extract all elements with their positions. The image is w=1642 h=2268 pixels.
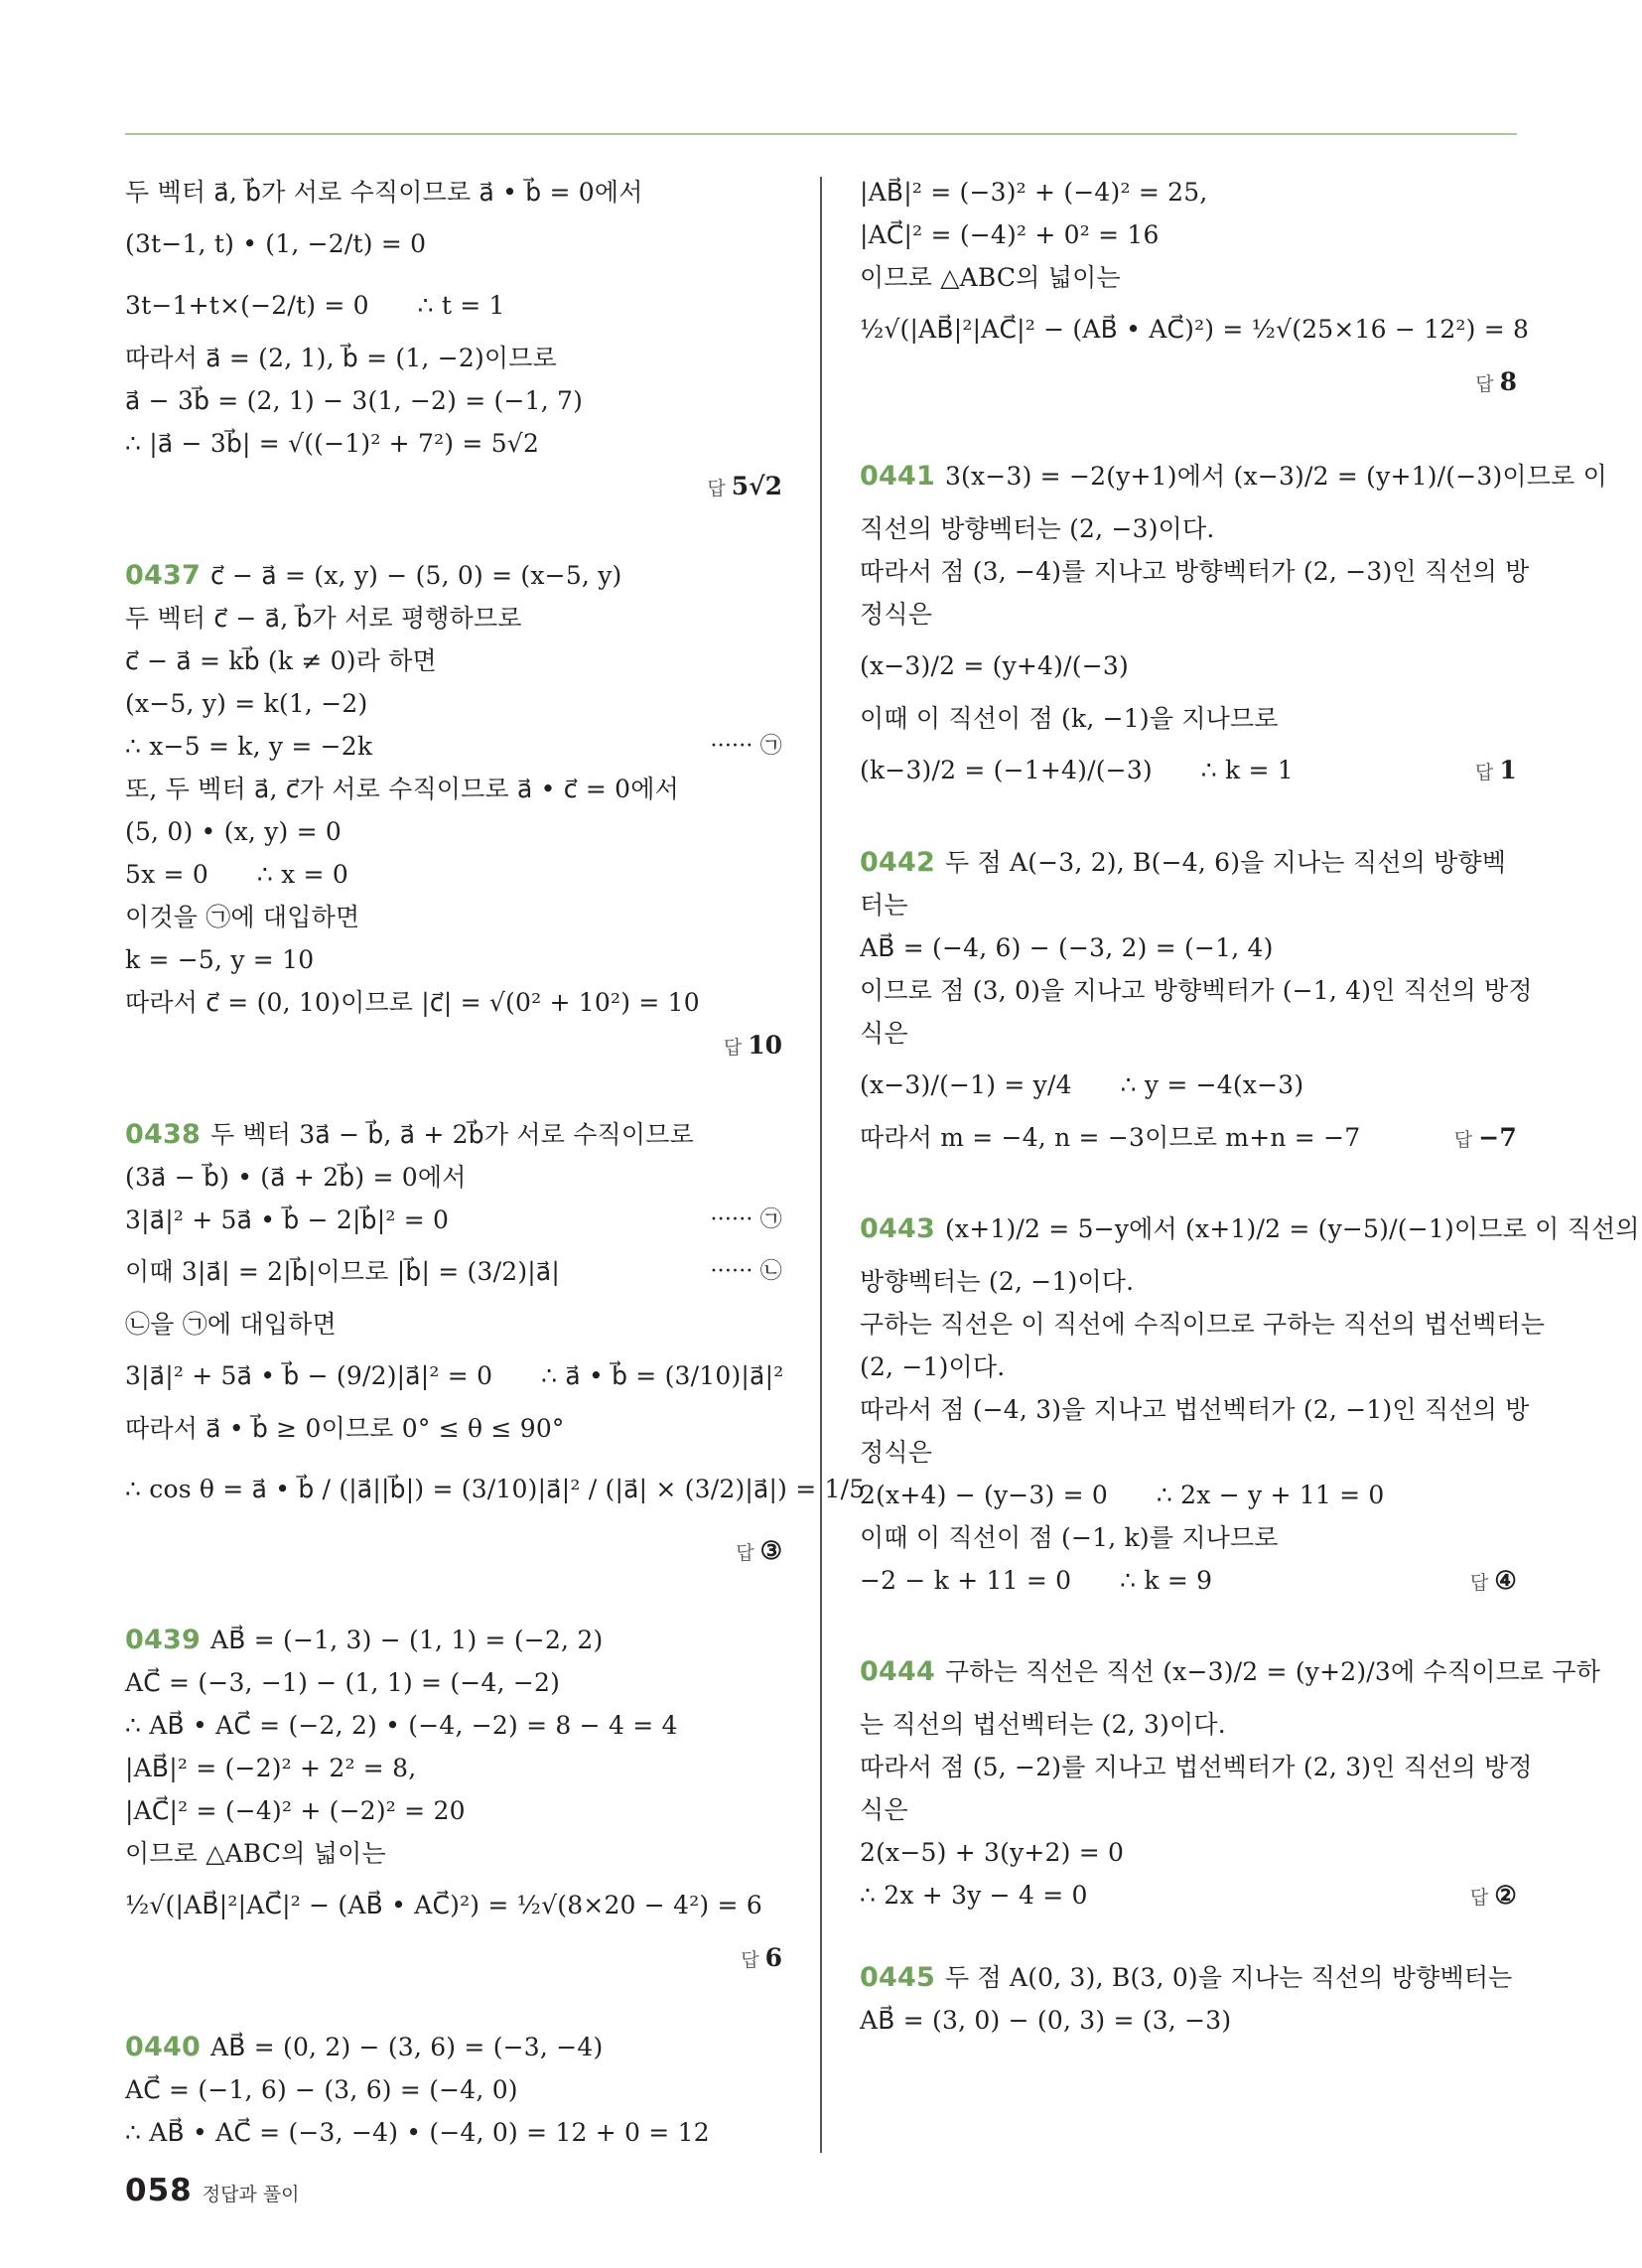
solution-line [125,379,782,422]
solution-text: 구하는 직선은 이 직선에 수직이므로 구하는 직선의 법선벡터는 [860,1310,1546,1339]
solution-line [125,1241,782,1303]
solution-line [860,969,1533,1012]
answer [1475,740,1517,803]
answer-value: −7 [1478,1123,1517,1152]
answer-value: 1 [1499,756,1517,784]
page-footer [125,2173,300,2208]
solution-text: 3|a⃗|² + 5a⃗ • b⃗ − (9/2)|a⃗|² = 0 ∴ a⃗ • b⃗ = (3/10)|a⃗|² [125,1361,784,1390]
solution-line [125,1346,782,1407]
solution-text: 따라서 c⃗ = (0, 10)이므로 |c⃗| = √(0² + 10²) = 10 [125,988,700,1017]
solution-text: (k−3)/2 = (−1+4)/(−3) ∴ k = 1 [860,756,1294,784]
solution-line [860,1260,1517,1303]
solution-text: 두 벡터 c⃗ − a⃗, b⃗가 서로 평행하므로 [125,604,522,633]
problem-0441 [860,446,1607,801]
answer [125,1529,782,1575]
solution-text: 터는 [860,891,908,920]
solution-text: 이때 이 직선이 점 (−1, k)를 지나므로 [860,1523,1279,1552]
solution-line [860,1199,1640,1260]
solution-line [860,697,1517,740]
solution-text: 두 벡터 a⃗, b⃗가 서로 수직이므로 a⃗ • b⃗ = 0에서 [125,178,643,207]
solution-text: 이때 이 직선이 점 (k, −1)을 지나므로 [860,704,1279,733]
solution-line [125,725,782,768]
solution-text: 방향벡터는 (2, −1)이다. [860,1267,1135,1296]
solution-text: (3t−1, t) • (1, −2/t) = 0 [125,229,427,258]
solution-line [860,1303,1546,1346]
solution-text: AB⃗ = (0, 2) − (3, 6) = (−3, −4) [209,2033,604,2061]
solution-line [125,1832,782,1875]
right-column [860,171,1640,2042]
solution-line [860,1346,1517,1388]
answer [1454,1116,1517,1162]
solution-text: (x+1)/2 = 5−y에서 (x+1)/2 = (y−5)/(−1)이므로 이 직선의 [944,1214,1640,1243]
solution-line [125,1407,782,1450]
solution-line [860,1641,1601,1703]
solution-text: 또, 두 벡터 a⃗, c⃗가 서로 수직이므로 a⃗ • c⃗ = 0에서 [125,775,679,803]
page-footer-title: 정답과 풀이 [202,2184,300,2205]
answer [125,1024,782,1069]
equation-marker: ······ ㉠ [710,734,782,759]
solution-text: 따라서 a⃗ = (2, 1), b⃗ = (1, −2)이므로 [125,344,557,372]
solution-line [125,1619,782,1661]
solution-line [860,1746,1533,1788]
solution-text: AB⃗ = (3, 0) − (0, 3) = (3, −3) [860,2006,1232,2035]
solution-line [860,507,1517,550]
problem-number: 0445 [860,1962,935,1993]
solution-line [125,1450,866,1529]
solution-line [860,1999,1517,2042]
solution-line [860,1055,1517,1116]
answer-value: ③ [759,1536,782,1565]
solution-text: 따라서 점 (5, −2)를 지나고 법선벡터가 (2, 3)인 직선의 방정 [860,1753,1533,1781]
solution-text: (x−5, y) = k(1, −2) [125,689,368,718]
answer [125,1936,782,1982]
answer-label: 답 [736,1542,754,1564]
problem-continued [860,171,1530,406]
solution-line [125,1199,782,1241]
solution-text: ∴ AB⃗ • AC⃗ = (−3, −4) • (−4, 0) = 12 + 0 = 12 [125,2118,710,2147]
column-divider [820,177,822,2153]
solution-line [860,1012,1517,1055]
solution-line [860,1788,1517,1831]
solution-line [860,1474,1517,1516]
solution-text: |AB⃗|² = (−3)² + (−4)² = 25, [860,178,1208,207]
solution-line [860,1516,1517,1559]
solution-line [125,2068,782,2111]
answer-value: 5√2 [731,472,782,500]
problem-number: 0443 [860,1213,935,1244]
solution-line [125,682,782,725]
answer-label: 답 [1474,762,1494,783]
solution-line [125,171,782,213]
solution-text: c⃗ − a⃗ = kb⃗ (k ≠ 0)라 하면 [125,646,437,675]
solution-text: (2, −1)이다. [860,1352,1006,1381]
solution-text: c⃗ − a⃗ = (x, y) − (5, 0) = (x−5, y) [209,561,622,590]
solution-line [860,884,1517,926]
solution-text: |AC⃗|² = (−4)² + (−2)² = 20 [125,1796,466,1825]
problem-0438 [125,1113,866,1575]
solution-line [860,1559,1517,1602]
solution-line [860,926,1517,969]
solution-line [860,213,1517,256]
solution-text: (5, 0) • (x, y) = 0 [125,817,342,846]
solution-line [125,639,782,682]
answer-label: 답 [723,1037,743,1059]
solution-line [125,853,782,896]
solution-text: 2(x+4) − (y−3) = 0 ∴ 2x − y + 11 = 0 [860,1481,1385,1509]
top-rule [125,133,1517,135]
solution-line [125,981,782,1024]
solution-text: 두 벡터 3a⃗ − b⃗, a⃗ + 2b⃗가 서로 수직이므로 [209,1120,694,1149]
solution-line [860,446,1607,507]
solution-line [125,422,782,465]
solution-line [125,896,782,938]
problem-0439 [125,1619,782,1982]
problem-number: 0439 [125,1625,201,1655]
answer [1470,1559,1517,1605]
solution-line [125,768,782,810]
answer [125,465,782,510]
solution-text: |AC⃗|² = (−4)² + 0² = 16 [860,220,1160,249]
solution-text: 이므로 점 (3, 0)을 지나고 방향벡터가 (−1, 4)인 직선의 방정 [860,976,1533,1005]
solution-text: (x−3)/2 = (y+4)/(−3) [860,651,1129,680]
answer-value: ④ [1494,1566,1517,1595]
answer [1470,1874,1517,1919]
solution-line [125,1303,782,1346]
solution-line [125,554,782,597]
solution-text: 이므로 △ABC의 넓이는 [860,263,1121,292]
solution-line [125,810,782,853]
solution-line [860,841,1517,884]
solution-text: 3(x−3) = −2(y+1)에서 (x−3)/2 = (y+1)/(−3)이므로 이 [944,462,1607,491]
solution-line [125,1789,782,1832]
solution-text: 두 점 A(−3, 2), B(−4, 6)을 지나는 직선의 방향벡 [944,848,1507,877]
problem-number: 0444 [860,1656,935,1687]
solution-line [125,1661,782,1704]
answer-label: 답 [1469,1572,1489,1594]
problem-number: 0437 [125,560,201,591]
solution-text: 이때 3|a⃗| = 2|b⃗|이므로 |b⃗| = (3/2)|a⃗| [125,1257,561,1286]
solution-text: |AB⃗|² = (−2)² + 2² = 8, [125,1754,417,1782]
solution-text: 따라서 a⃗ • b⃗ ≥ 0이므로 0° ≤ θ ≤ 90° [125,1414,565,1443]
solution-line [125,1747,782,1789]
left-column [125,171,866,2154]
solution-text: AB⃗ = (−4, 6) − (−3, 2) = (−1, 4) [860,933,1274,962]
solution-line [860,1703,1517,1746]
solution-line [125,1875,782,1936]
solution-text: k = −5, y = 10 [125,945,315,974]
solution-line [860,593,1517,636]
problem-0442 [860,841,1533,1159]
solution-text: (x−3)/(−1) = y/4 ∴ y = −4(x−3) [860,1070,1304,1099]
solution-line [860,1956,1517,1999]
problem-0443 [860,1199,1640,1602]
solution-line [860,1831,1517,1874]
problem-number: 0441 [860,461,935,492]
solution-text: ㉡을 ㉠에 대입하면 [125,1310,337,1339]
answer-value: 6 [764,1943,782,1972]
solution-text: ∴ cos θ = a⃗ • b⃗ / (|a⃗||b⃗|) = (3/10)|a⃗|² / (|a⃗| × (3/2)|a⃗|) = 1/5 [125,1475,866,1503]
solution-line [860,636,1517,697]
solution-line [860,171,1517,213]
solution-text: 정식은 [860,600,933,629]
problem-number: 0442 [860,847,935,878]
solution-text: 3|a⃗|² + 5a⃗ • b⃗ − 2|b⃗|² = 0 [125,1205,450,1234]
answer-label: 답 [1453,1129,1473,1151]
solution-line [125,2026,782,2068]
answer-label: 답 [1475,373,1494,395]
solution-line [860,550,1530,593]
solution-text: 구하는 직선은 직선 (x−3)/2 = (y+2)/3에 수직이므로 구하 [944,1657,1601,1686]
solution-line [860,740,1517,801]
solution-text: 따라서 m = −4, n = −3이므로 m+n = −7 [860,1123,1361,1152]
answer-value: 8 [1499,367,1517,396]
solution-text: 이것을 ㉠에 대입하면 [125,903,360,931]
solution-line [125,1156,782,1199]
solution-line [860,1874,1517,1916]
problem-number: 0438 [125,1119,201,1150]
equation-marker: ······ ㉠ [710,1207,782,1232]
page-number: 058 [125,2173,193,2208]
problem-0440 [125,2026,782,2154]
solution-text: AC⃗ = (−3, −1) − (1, 1) = (−4, −2) [125,1668,561,1697]
solution-text: ½√(|AB⃗|²|AC⃗|² − (AB⃗ • AC⃗)²) = ½√(25×16 − 12²) = 8 [860,315,1530,344]
solution-text: 직선의 방향벡터는 (2, −3)이다. [860,514,1215,543]
solution-line [125,213,782,275]
problem-0436 [125,171,782,510]
answer-value: 10 [748,1031,782,1060]
solution-line [125,938,782,981]
solution-text: 식은 [860,1019,908,1048]
solution-text: 따라서 점 (3, −4)를 지나고 방향벡터가 (2, −3)인 직선의 방 [860,557,1530,586]
problem-0444 [860,1641,1601,1916]
solution-line [860,1388,1530,1431]
answer-label: 답 [1469,1887,1489,1909]
solution-text: AC⃗ = (−1, 6) − (3, 6) = (−4, 0) [125,2075,518,2104]
solution-text: ∴ AB⃗ • AC⃗ = (−2, 2) • (−4, −2) = 8 − 4 = 4 [125,1711,678,1740]
solution-text: AB⃗ = (−1, 3) − (1, 1) = (−2, 2) [209,1626,604,1654]
solution-text: 따라서 점 (−4, 3)을 지나고 법선벡터가 (2, −1)인 직선의 방 [860,1395,1530,1424]
solution-text: 2(x−5) + 3(y+2) = 0 [860,1838,1125,1867]
solution-text: ∴ 2x + 3y − 4 = 0 [860,1881,1088,1910]
solution-text: 3t−1+t×(−2/t) = 0 ∴ t = 1 [125,291,505,320]
solution-line [125,597,782,639]
answer-value: ② [1494,1881,1517,1910]
solution-line [860,299,1530,360]
solution-line [125,1113,782,1156]
solution-text: ∴ |a⃗ − 3b⃗| = √((−1)² + 7²) = 5√2 [125,429,540,458]
solution-text: 정식은 [860,1438,933,1467]
solution-text: a⃗ − 3b⃗ = (2, 1) − 3(1, −2) = (−1, 7) [125,386,584,415]
solution-text: (3a⃗ − b⃗) • (a⃗ + 2b⃗) = 0에서 [125,1163,467,1192]
solution-line [860,1431,1517,1474]
solution-text: −2 − k + 11 = 0 ∴ k = 9 [860,1566,1213,1595]
solution-line [125,337,782,379]
equation-marker: ······ ㉡ [710,1259,782,1284]
solution-line [860,256,1517,299]
solution-text: ½√(|AB⃗|²|AC⃗|² − (AB⃗ • AC⃗)²) = ½√(8×20 − 4²) = 6 [125,1891,762,1919]
solution-text: 식은 [860,1795,908,1824]
problem-number: 0440 [125,2032,201,2062]
solution-text: 는 직선의 법선벡터는 (2, 3)이다. [860,1710,1226,1739]
solution-text: ∴ x−5 = k, y = −2k [125,732,373,761]
problem-0445 [860,1956,1517,2042]
solution-text: 이므로 △ABC의 넓이는 [125,1839,386,1868]
problem-0437 [125,554,782,1069]
solution-line [860,1116,1517,1159]
solution-text: 5x = 0 ∴ x = 0 [125,860,348,889]
solution-line [125,2111,782,2154]
solution-line [125,275,782,337]
solution-line [125,1704,782,1747]
answer-label: 답 [707,478,726,499]
answer [860,360,1517,406]
answer-label: 답 [741,1949,759,1971]
solution-text: 두 점 A(0, 3), B(3, 0)을 지나는 직선의 방향벡터는 [944,1963,1513,1992]
